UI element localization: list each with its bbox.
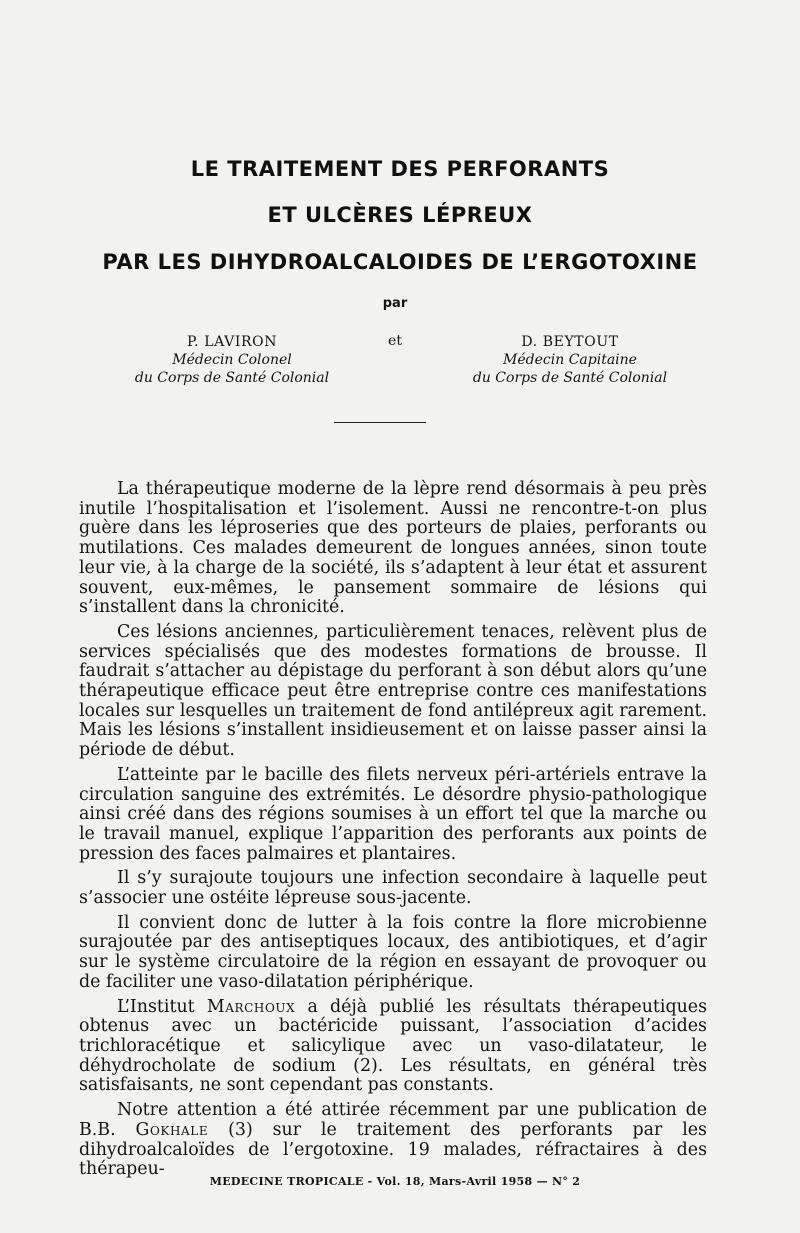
body-paragraph	[79, 998, 707, 1097]
cited-name-marchoux: Marchoux	[206, 996, 296, 1017]
author-name: P. LAVIRON	[186, 334, 278, 350]
paragraph-text: a déjà publié les résultats thérapeutiques obtenus avec un bactéricide puissant, l’association d’acides trichloracétique et salicylique avec un vaso-dilatateur, le déhydrocholate de sodium (2). Les résultats, en général très satisfaisants, ne sont cependant pas constants.	[79, 996, 708, 1096]
title-line-1: LE TRAITEMENT DES PERFORANTS	[190, 157, 610, 181]
byline-et: et	[388, 333, 402, 349]
author-beytout	[430, 333, 710, 387]
body-paragraph: Il convient donc de lutter à la fois contre la flore microbienne surajoutée par des antiseptiques locaux, des antibiotiques, et d’agir sur le système circulatoire de la région en essayant de provoquer ou de faciliter une vaso-dilatation périphérique.	[79, 912, 707, 992]
journal-footer: MEDECINE TROPICALE - Vol. 18, Mars-Avril 1958 — N° 2	[209, 1175, 581, 1188]
paragraph-text: (3) sur le traitement des perforants par les dihydroalcaloïdes de l’ergotoxine. 19 malades, réfractaires à des thérapeu-	[79, 1119, 707, 1180]
body-paragraph: Il s’y surajoute toujours une infection secondaire à laquelle peut s’associer une ostéite lépreuse sous-jacente.	[79, 868, 707, 909]
paragraph-text: Notre attention a été attirée récemment par une publication de B.B.	[79, 1100, 707, 1140]
body-paragraph: La thérapeutique moderne de la lèpre rend désormais à peu près inutile l’hospitalisation et l’isolement. Aussi ne rencontre-t-on plus guère dans les léproseries que des porteurs de plaies, perforants ou mutilations. Ces malades demeurent de longues années, sinon toute leur vie, à la charge de la société, ils s’adaptent à leur état et assurent souvent, eux-mêmes, le pansement sommaire de lésions qui s’installent dans la chronicité.	[79, 479, 707, 618]
separator-rule	[334, 422, 426, 423]
author-corps: du Corps de Santé Colonial	[134, 370, 330, 386]
body-paragraph: L’atteinte par le bacille des filets nerveux péri-artériels entrave la circulation sanguine des extrémités. Le désordre physio-pathologique ainsi créé dans des régions soumises à un effort tel que la marche ou le travail manuel, explique l’apparition des perforants aux points de pression des faces palmaires et plantaires.	[79, 764, 707, 864]
author-rank: Médecin Capitaine	[503, 352, 637, 368]
author-corps: du Corps de Santé Colonial	[472, 370, 668, 386]
paragraph-text: L’Institut	[117, 996, 207, 1017]
title-line-2: ET ULCÈRES LÉPREUX	[267, 203, 533, 227]
author-laviron	[92, 333, 372, 387]
author-rank: Médecin Colonel	[172, 352, 292, 368]
byline-par: par	[382, 296, 408, 311]
article-body	[79, 480, 707, 1185]
title-line-3: PAR LES DIHYDROALCALOIDES DE L’ERGOTOXINE	[102, 250, 698, 274]
author-name: D. BEYTOUT	[521, 334, 619, 350]
body-paragraph: Ces lésions anciennes, particulièrement tenaces, relèvent plus de services spécialisés que des modestes formations de brousse. Il faudrait s’attacher au dépistage du perforant à son début alors qu’une thérapeutique efficace peut être entreprise contre ces manifestations locales sur lesquelles un traitement de fond antilépreux agit rarement. Mais les lésions s’installent insidieusement et on laisse passer ainsi la période de début.	[79, 621, 707, 761]
body-paragraph	[79, 1101, 707, 1180]
cited-name-gokhale: Gokhale	[135, 1119, 209, 1140]
